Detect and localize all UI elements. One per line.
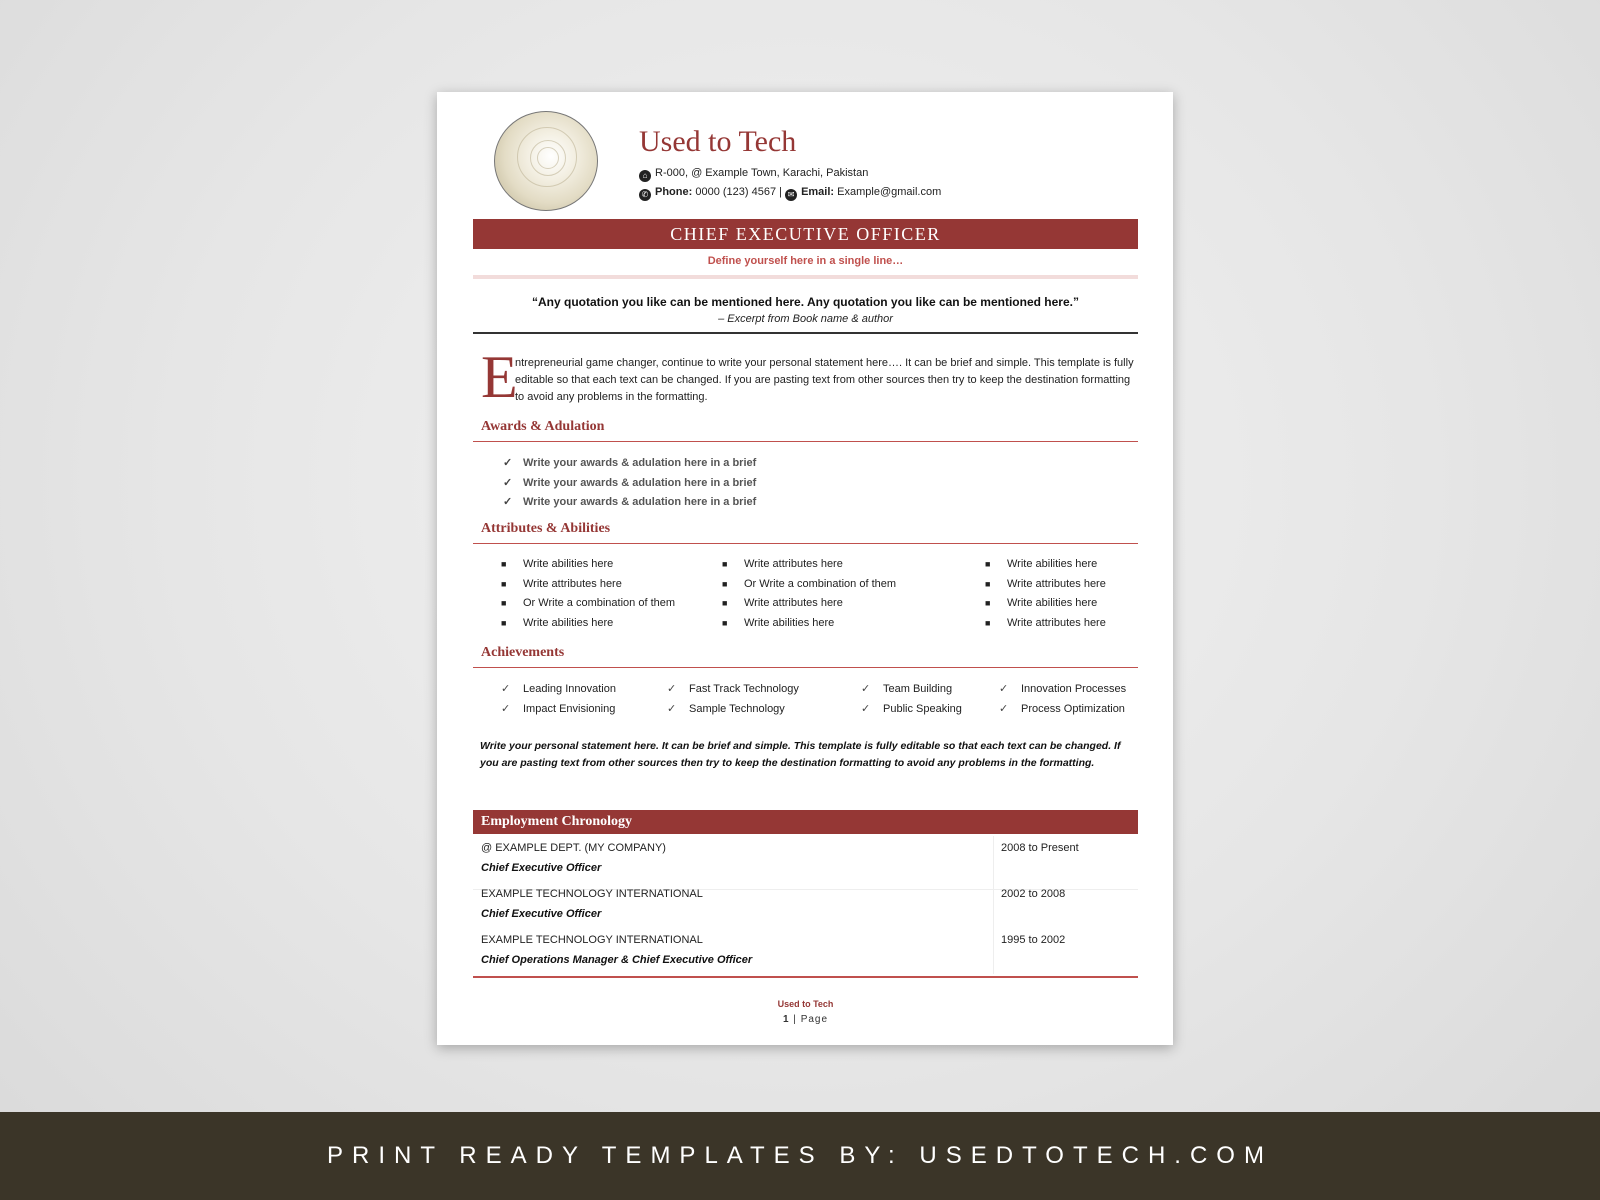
list-item: ■ Write abilities here: [985, 597, 1098, 609]
list-item: ■ Write abilities here: [985, 558, 1098, 570]
employment-heading: Employment Chronology: [473, 810, 1138, 834]
list-item: ■ Write attributes here: [722, 597, 843, 609]
check-icon: ✓: [501, 702, 511, 715]
job-dates: 2002 to 2008: [1001, 888, 1066, 900]
list-item: ■ Write attributes here: [985, 616, 1106, 629]
quote-divider: [473, 332, 1138, 334]
square-bullet-icon: ■: [985, 578, 991, 589]
list-item: ✓ Fast Track Technology: [667, 683, 799, 695]
attributes-column-2: [722, 558, 896, 636]
job-role: Chief Executive Officer: [481, 908, 602, 920]
footer-page-number: [473, 1014, 1138, 1025]
check-icon: ✓: [667, 683, 677, 695]
achievements-column-4: [999, 682, 1126, 721]
list-item: ■ Write abilities here: [501, 616, 614, 629]
list-item: ✓ Public Speaking: [861, 702, 962, 715]
job-role: Chief Operations Manager & Chief Executive Officer: [481, 954, 753, 966]
attributes-heading: Attributes & Abilities: [473, 521, 1138, 544]
contact-separator: |: [779, 186, 782, 198]
tagline: Define yourself here in a single line…: [707, 255, 904, 267]
check-icon: ✓: [861, 683, 871, 695]
column-divider: [993, 928, 994, 974]
attributes-column-3: [985, 558, 1106, 636]
list-item: ■ Write attributes here: [501, 577, 622, 590]
attributes-column-1: [501, 558, 675, 636]
square-bullet-icon: ■: [985, 559, 991, 569]
applicant-name: Used to Tech: [639, 125, 797, 158]
list-item: ✓ Team Building: [861, 683, 953, 695]
achievements-column-1: [501, 682, 616, 721]
phone-icon: ✆: [639, 189, 651, 201]
personal-statement: Write your personal statement here. It can be brief and simple. This template is fully editable so that each text can be changed. If you are pasting text from other sources then try to keep the destination formatting to avoid any problems in the formatting.: [480, 740, 1121, 769]
square-bullet-icon: ■: [501, 617, 507, 628]
check-icon: ✓: [503, 457, 513, 469]
tagline-divider: [473, 275, 1138, 279]
square-bullet-icon: ■: [722, 617, 728, 628]
achievements-column-2: [667, 682, 799, 721]
table-row: [473, 888, 1138, 934]
square-bullet-icon: ■: [985, 598, 991, 608]
job-role: Chief Executive Officer: [481, 862, 602, 874]
profile-photo: [494, 111, 598, 211]
check-icon: ✓: [861, 702, 871, 715]
check-icon: ✓: [503, 496, 513, 508]
company-name: EXAMPLE TECHNOLOGY INTERNATIONAL: [481, 934, 703, 946]
achievements-heading: Achievements: [473, 645, 1138, 668]
table-row: [473, 934, 1138, 980]
awards-heading: Awards & Adulation: [473, 419, 1138, 442]
list-item: ✓ Sample Technology: [667, 702, 785, 715]
square-bullet-icon: ■: [501, 598, 507, 608]
phone-label: Phone:: [655, 186, 693, 198]
list-item: ✓ Write your awards & adulation here in a brief: [503, 457, 757, 469]
page-number: 1: [782, 1014, 790, 1025]
company-name: @ EXAMPLE DEPT. (MY COMPANY): [481, 842, 666, 854]
resume-page: [437, 92, 1173, 1045]
quotation: “Any quotation you like can be mentioned here. Any quotation you like can be mentioned here.”: [532, 295, 1079, 309]
address-line: [639, 167, 868, 182]
quotation-source: – Excerpt from Book name & author: [718, 313, 893, 325]
check-icon: ✓: [999, 702, 1009, 715]
list-item: ■ Write abilities here: [501, 558, 614, 570]
employment-divider: [473, 976, 1138, 978]
check-icon: ✓: [501, 683, 511, 695]
check-icon: ✓: [999, 683, 1009, 695]
email-label: Email:: [801, 186, 835, 198]
page-separator: |: [793, 1014, 797, 1025]
square-bullet-icon: ■: [722, 598, 728, 608]
personal-statement-intro: ntrepreneurial game changer, continue to write your personal statement here…. It can be brief and simple. This template is fully editable so that each text can be changed. If you are pasting text from other sources then try to keep the destination formatting to avoid any problems in the formatting.: [515, 357, 1134, 403]
list-item: ✓ Leading Innovation: [501, 683, 616, 695]
square-bullet-icon: ■: [501, 578, 507, 589]
achievements-column-3: [861, 682, 962, 721]
list-item: ✓ Impact Envisioning: [501, 702, 616, 715]
email-icon: ✉: [785, 189, 797, 201]
company-name: EXAMPLE TECHNOLOGY INTERNATIONAL: [481, 888, 703, 900]
table-row: [473, 842, 1138, 888]
job-dates: 2008 to Present: [1001, 842, 1079, 854]
page-label: Page: [800, 1014, 829, 1025]
phone-number: 0000 (123) 4567: [695, 186, 777, 198]
home-icon: ⌂: [639, 170, 651, 182]
square-bullet-icon: ■: [985, 617, 991, 628]
list-item: ✓ Write your awards & adulation here in a brief: [503, 496, 757, 508]
list-item: ■ Write attributes here: [985, 577, 1106, 590]
email-address: Example@gmail.com: [837, 186, 942, 198]
list-item: ✓ Innovation Processes: [999, 683, 1127, 695]
list-item: ✓ Write your awards & adulation here in a brief: [503, 476, 757, 489]
list-item: ■ Write abilities here: [722, 616, 835, 629]
awards-list: [503, 456, 756, 515]
phone-email-line: [639, 186, 941, 201]
list-item: ■ Write attributes here: [722, 558, 843, 570]
promo-banner: PRINT READY TEMPLATES BY: USEDTOTECH.COM: [0, 1112, 1600, 1200]
list-item: ■ Or Write a combination of them: [722, 577, 897, 590]
column-divider: [993, 836, 994, 882]
check-icon: ✓: [667, 702, 677, 715]
address-text: R-000, @ Example Town, Karachi, Pakistan: [655, 167, 869, 179]
list-item: ■ Or Write a combination of them: [501, 597, 676, 609]
job-dates: 1995 to 2002: [1001, 934, 1066, 946]
column-divider: [993, 882, 994, 928]
square-bullet-icon: ■: [722, 578, 728, 589]
footer-name: Used to Tech: [777, 999, 834, 1009]
list-item: ✓ Process Optimization: [999, 702, 1125, 715]
square-bullet-icon: ■: [722, 559, 728, 569]
job-title-bar: CHIEF EXECUTIVE OFFICER: [473, 219, 1138, 249]
check-icon: ✓: [503, 476, 513, 489]
statement-dropcap: E: [481, 344, 518, 410]
square-bullet-icon: ■: [501, 559, 507, 569]
